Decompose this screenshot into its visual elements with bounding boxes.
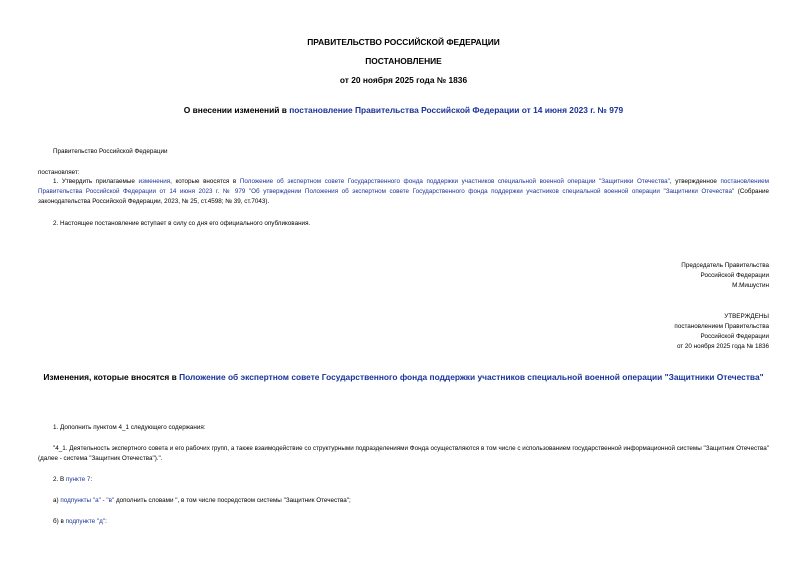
approval-block: [674, 312, 769, 352]
title-prefix: О внесении изменений в: [183, 105, 290, 115]
change-item-2-suffix: :: [90, 476, 93, 483]
item-1-text-1: 1. Утвердить прилагаемые: [53, 178, 139, 185]
subitem-a-prefix: а): [53, 497, 61, 504]
signatory-name: М.Мишустин: [732, 282, 769, 289]
document-date-number: от 20 ноября 2025 года № 1836: [339, 75, 468, 85]
change-item-4-1-text: [38, 444, 769, 464]
signature-position-2: Российской Федерации: [700, 272, 769, 279]
government-heading: ПРАВИТЕЛЬСТВО РОССИЙСКОЙ ФЕДЕРАЦИИ: [307, 37, 500, 47]
changes-regulation-link[interactable]: Положение об экспертном совете Государственного фонда поддержки участников специальной военной операции "Защитники Отечества": [179, 372, 764, 382]
government-label: Правительство Российской Федерации: [53, 148, 168, 155]
item-1-paragraph: [38, 177, 769, 207]
item-2-paragraph: 2. Настоящее постановление вступает в силу со дня его официального опубликования.: [53, 220, 311, 227]
subitem-b-suffix: :: [105, 518, 107, 525]
regulation-link[interactable]: Положение об экспертном совете Государственного фонда поддержки участников специальной военной операции "Защитники Отечества": [239, 178, 670, 185]
change-item-4-1-content: "4_1. Деятельность экспертного совета и его рабочих групп, а также взаимодействие со структурными подразделениями Фонда осуществляются в том числе с использованием государственной информационной системы "Защитник Отечества" (далее - система "Защитник Отечества").".: [38, 445, 769, 462]
item-1-text-4: (Собрание законодательства Российской Федерации, 2023, № 25, ст.4598; № 39, ст.7043).: [38, 188, 769, 205]
approval-line-3: Российской Федерации: [700, 333, 769, 340]
document-title: [0, 105, 807, 115]
clause-7-link[interactable]: пункте 7: [65, 476, 91, 483]
approval-date-number: от 20 ноября 2025 года № 1836: [676, 343, 769, 350]
subitem-a-suffix: дополнить словами ", в том числе посредством системы "Защитник Отечества";: [114, 497, 351, 504]
changes-link[interactable]: изменения: [138, 178, 171, 185]
change-item-2-prefix: 2. В: [53, 476, 66, 483]
document-type: ПОСТАНОВЛЕНИЕ: [365, 56, 442, 66]
change-item-2: [53, 475, 92, 485]
approval-line-2: постановлением Правительства: [674, 323, 769, 330]
change-subitem-a: [53, 496, 351, 506]
change-item-1: 1. Дополнить пунктом 4_1 следующего содержания:: [53, 424, 206, 431]
subitem-b-prefix: б) в: [53, 518, 66, 525]
subclauses-a-v-link[interactable]: подпункты "а" - "в": [60, 497, 115, 504]
decides-label: постановляет:: [38, 169, 80, 176]
approval-heading: УТВЕРЖДЕНЫ: [724, 313, 769, 320]
change-subitem-b: [53, 517, 107, 527]
changes-title-prefix: Изменения, которые вносятся в: [43, 372, 180, 382]
resolution-979-link[interactable]: постановлением Правительства Российской Федерации от 14 июня 2023 г. № 979 "Об утверждении Положения об экспертном совете Государственного фонда поддержки участников специальной военной операции "Защитники Отечества": [38, 178, 769, 195]
subclause-d-link[interactable]: подпункте "д": [65, 518, 106, 525]
item-1-text-2: , которые вносятся в: [170, 178, 240, 185]
changes-title: [38, 372, 769, 383]
signature-position: Председатель Правительства: [681, 262, 769, 269]
signature-block: [681, 261, 769, 291]
item-1-text-3: , утвержденное: [669, 178, 721, 185]
title-amended-resolution-link[interactable]: постановление Правительства Российской Федерации от 14 июня 2023 г. № 979: [289, 105, 624, 115]
